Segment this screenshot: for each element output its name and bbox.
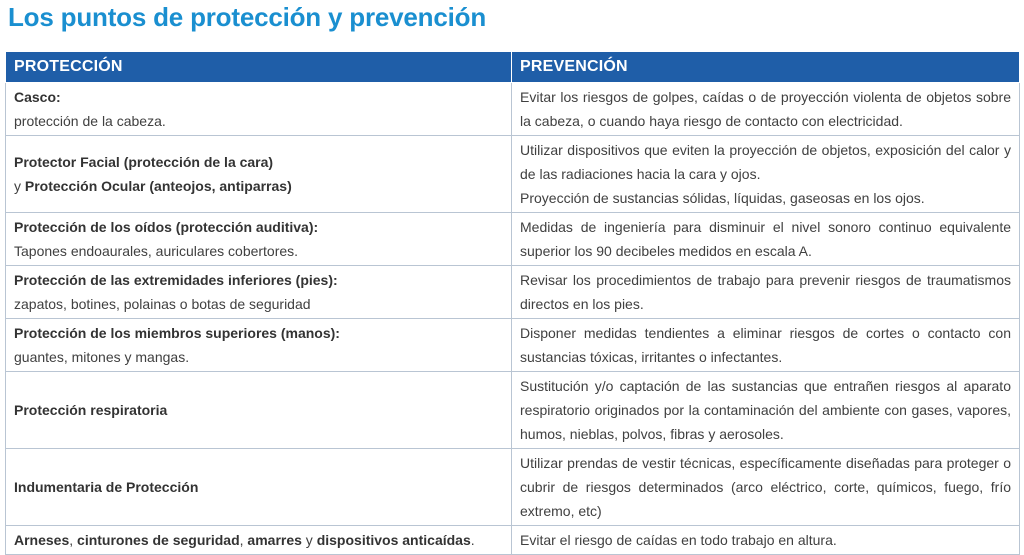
protection-part-lanyards: amarres [247,532,302,548]
prevention-text: Medidas de ingeniería para disminuir el nivel sonoro continuo equivalente superior los 90 decibeles medidos en escala A. [520,219,1011,259]
table-row [6,372,1020,449]
protection-description-bold: Protección Ocular (anteojos, antiparras) [24,178,292,194]
table-row [6,83,1020,136]
prevention-cell [512,526,1020,555]
table-row [6,449,1020,526]
prevention-cell [512,372,1020,449]
protection-description: protección de la cabeza. [14,113,166,129]
protection-part-separator: , [239,532,248,548]
protection-title: Protección respiratoria [14,402,168,418]
prevention-text: Revisar los procedimientos de trabajo para prevenir riesgos de traumatismos directos en los pies. [520,272,1011,312]
protection-description: guantes, mitones y mangas. [14,349,190,365]
prevention-text: Evitar el riesgo de caídas en todo trabajo en altura. [520,532,837,548]
table-row [6,526,1020,555]
protection-part-harness: Arneses [14,532,70,548]
protection-cell [6,526,512,555]
protection-part-fall-arrest: dispositivos anticaídas [316,532,471,548]
protection-part-belts: cinturones de seguridad [77,532,240,548]
table-row [6,319,1020,372]
column-header-prevention: PREVENCIÓN [512,52,1020,83]
protection-prevention-table [5,51,1019,555]
prevention-text: Utilizar prendas de vestir técnicas, específicamente diseñadas para proteger o cubrir de riesgos determinados (arco eléctrico, corte, químicos, fuego, frío extremo, etc) [520,455,1011,519]
protection-title: Casco: [14,89,61,105]
table-row [6,136,1020,213]
prevention-cell [512,266,1020,319]
prevention-text: Utilizar dispositivos que eviten la proyección de objetos, exposición del calor y de las radiaciones hacia la cara y ojos. [520,142,1011,182]
protection-part-separator: y [301,532,317,548]
protection-description: Tapones endoaurales, auriculares cobertores. [14,243,299,259]
prevention-cell [512,319,1020,372]
prevention-cell [512,136,1020,213]
page-title: Los puntos de protección y prevención [8,2,487,32]
protection-part-period: . [470,532,475,548]
prevention-cell [512,449,1020,526]
protection-title: Protección de las extremidades inferiores (pies): [14,272,338,288]
protection-title: Protección de los oídos (protección auditiva): [14,219,319,235]
prevention-text: Evitar los riesgos de golpes, caídas o de proyección violenta de objetos sobre la cabeza, o cuando haya riesgo de contacto con electricidad. [520,89,1011,129]
protection-description: zapatos, botines, polainas o botas de seguridad [14,296,311,312]
protection-part-separator: , [69,532,78,548]
protection-cell [6,266,512,319]
protection-cell [6,372,512,449]
protection-title: Protección de los miembros superiores (manos): [14,325,340,341]
protection-cell [6,83,512,136]
table-row [6,213,1020,266]
protection-cell [6,449,512,526]
prevention-text: Disponer medidas tendientes a eliminar riesgos de cortes o contacto con sustancias tóxicas, irritantes o infectantes. [520,325,1011,365]
protection-cell [6,136,512,213]
protection-description-prefix: y [14,178,21,194]
prevention-text-extra: Proyección de sustancias sólidas, líquidas, gaseosas en los ojos. [520,190,925,206]
protection-cell [6,319,512,372]
column-header-protection: PROTECCIÓN [6,52,512,83]
prevention-cell [512,213,1020,266]
table-header-row [6,52,1020,83]
prevention-cell [512,83,1020,136]
protection-title: Protector Facial (protección de la cara) [14,154,274,170]
protection-parts [14,528,503,552]
protection-title: Indumentaria de Protección [14,479,199,495]
protection-cell [6,213,512,266]
table-row [6,266,1020,319]
prevention-text: Sustitución y/o captación de las sustancias que entrañen riesgos al aparato respiratorio originados por la contaminación del ambiente con gases, vapores, humos, nieblas, polvos, fibras y aerosoles. [520,378,1011,442]
